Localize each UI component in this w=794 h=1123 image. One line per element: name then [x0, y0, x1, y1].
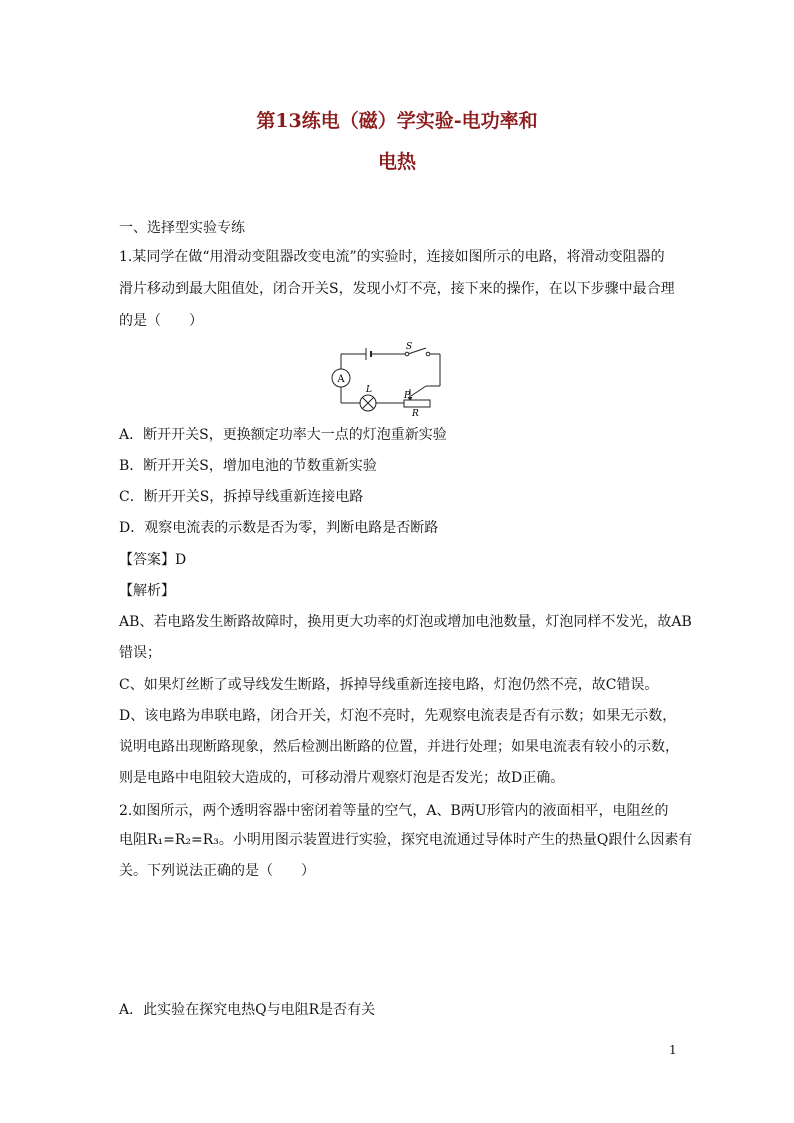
q1-stem-line-2: 滑片移动到最大阻值处，闭合开关S，发现小灯不亮，接下来的操作，在以下步骤中最合理: [119, 281, 675, 297]
resistor-label: R: [412, 409, 419, 418]
q1-option-c: C．断开开关S，拆掉导线重新连接电路: [119, 489, 364, 505]
q2-stem-line-2: 电阻R₁=R₂=R₃。小明用图示装置进行实验，探究电流通过导体时产生的热量Q跟什么因素有: [119, 832, 693, 848]
page-title-line-2: 电热: [377, 151, 416, 173]
q1-option-b: B．断开开关S，增加电池的节数重新实验: [119, 458, 377, 474]
switch-label: S: [406, 342, 413, 352]
q1-analysis-line-5: 说明电路出现断路现象，然后检测出断路的位置，并进行处理；如果电流表有较小的示数，: [119, 739, 679, 755]
switch-contact-right: [426, 352, 430, 356]
rheostat-symbol: [404, 400, 430, 407]
q2-option-a: A．此实验在探究电热Q与电阻R是否有关: [119, 1002, 376, 1018]
q1-analysis-line-1: AB、若电路发生断路故障时，换用更大功率的灯泡或增加电池数量，灯泡同样不发光，故AB: [119, 614, 692, 630]
q1-option-a: A．断开开关S，更换额定功率大一点的灯泡重新实验: [119, 427, 447, 443]
slider-label: P: [404, 391, 411, 401]
q1-analysis-line-6: 则是电路中电阻较大造成的，可移动滑片观察灯泡是否发光；故D正确。: [119, 770, 565, 786]
q1-option-d: D．观察电流表的示数是否为零，判断电路是否断路: [119, 520, 439, 536]
page-title-line-1: 第13练电（磁）学实验-电功率和: [256, 110, 538, 132]
q2-figure-placeholder: [119, 890, 675, 990]
q1-stem-line-3: 的是（ ）: [119, 313, 203, 329]
switch-contact-left: [405, 352, 409, 356]
q1-analysis-line-4: D、该电路为串联电路，闭合开关，灯泡不亮时，先观察电流表是否有示数；如果无示数，: [119, 708, 677, 724]
section-heading: 一、选择型实验专练: [119, 220, 245, 236]
page-number: 1: [669, 1043, 677, 1057]
q1-analysis-heading: 【解析】: [119, 583, 175, 599]
q1-analysis-line-3: C、如果灯丝断了或导线发生断路，拆掉导线重新连接电路，灯泡仍然不亮，故C错误。: [119, 677, 659, 693]
q1-answer: 【答案】D: [119, 552, 187, 568]
q1-analysis-line-2: 错误；: [119, 645, 161, 661]
ammeter-label: A: [337, 374, 345, 385]
lamp-label: L: [366, 385, 372, 395]
circuit-diagram: [330, 342, 450, 418]
q2-stem-line-3: 关。下列说法正确的是（ ）: [119, 863, 315, 879]
q2-stem-line-1: 2.如图所示，两个透明容器中密闭着等量的空气，A、B两U形管内的液面相平，电阻丝的: [119, 803, 669, 819]
q1-stem-line-1: 1.某同学在做“用滑动变阻器改变电流”的实验时，连接如图所示的电路，将滑动变阻器的: [119, 249, 665, 265]
